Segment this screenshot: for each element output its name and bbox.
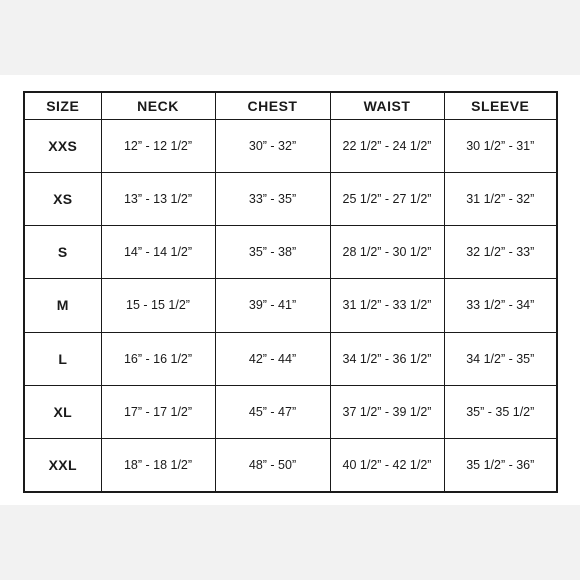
waist-cell: 40 1/2” - 42 1/2” <box>330 438 444 492</box>
neck-cell: 13” - 13 1/2” <box>101 173 215 226</box>
size-cell: XXL <box>24 438 101 492</box>
header-size: SIZE <box>24 92 101 120</box>
size-cell: XS <box>24 173 101 226</box>
chest-cell: 33” - 35” <box>215 173 330 226</box>
size-cell: XXS <box>24 120 101 173</box>
waist-cell: 34 1/2” - 36 1/2” <box>330 332 444 385</box>
sleeve-cell: 30 1/2” - 31” <box>444 120 557 173</box>
neck-cell: 18” - 18 1/2” <box>101 438 215 492</box>
waist-cell: 31 1/2” - 33 1/2” <box>330 279 444 332</box>
header-neck: NECK <box>101 92 215 120</box>
size-cell: XL <box>24 385 101 438</box>
header-row <box>24 92 557 120</box>
table-row <box>24 438 557 492</box>
table-row <box>24 332 557 385</box>
chest-cell: 42” - 44” <box>215 332 330 385</box>
neck-cell: 12” - 12 1/2” <box>101 120 215 173</box>
neck-cell: 16” - 16 1/2” <box>101 332 215 385</box>
sleeve-cell: 33 1/2” - 34” <box>444 279 557 332</box>
chest-cell: 39” - 41” <box>215 279 330 332</box>
size-cell: M <box>24 279 101 332</box>
table-row <box>24 385 557 438</box>
size-chart-table <box>23 91 558 493</box>
neck-cell: 14” - 14 1/2” <box>101 226 215 279</box>
header-waist: WAIST <box>330 92 444 120</box>
chest-cell: 48” - 50” <box>215 438 330 492</box>
header-sleeve: SLEEVE <box>444 92 557 120</box>
sleeve-cell: 35 1/2” - 36” <box>444 438 557 492</box>
waist-cell: 25 1/2” - 27 1/2” <box>330 173 444 226</box>
neck-cell: 15 - 15 1/2” <box>101 279 215 332</box>
chest-cell: 45” - 47” <box>215 385 330 438</box>
waist-cell: 37 1/2” - 39 1/2” <box>330 385 444 438</box>
header-chest: CHEST <box>215 92 330 120</box>
neck-cell: 17” - 17 1/2” <box>101 385 215 438</box>
size-cell: L <box>24 332 101 385</box>
waist-cell: 28 1/2” - 30 1/2” <box>330 226 444 279</box>
sleeve-cell: 32 1/2” - 33” <box>444 226 557 279</box>
chest-cell: 35” - 38” <box>215 226 330 279</box>
sleeve-cell: 31 1/2” - 32” <box>444 173 557 226</box>
sleeve-cell: 35” - 35 1/2” <box>444 385 557 438</box>
sleeve-cell: 34 1/2” - 35” <box>444 332 557 385</box>
table-row <box>24 120 557 173</box>
size-cell: S <box>24 226 101 279</box>
table-row <box>24 279 557 332</box>
waist-cell: 22 1/2” - 24 1/2” <box>330 120 444 173</box>
table-row <box>24 173 557 226</box>
table-row <box>24 226 557 279</box>
chest-cell: 30” - 32” <box>215 120 330 173</box>
